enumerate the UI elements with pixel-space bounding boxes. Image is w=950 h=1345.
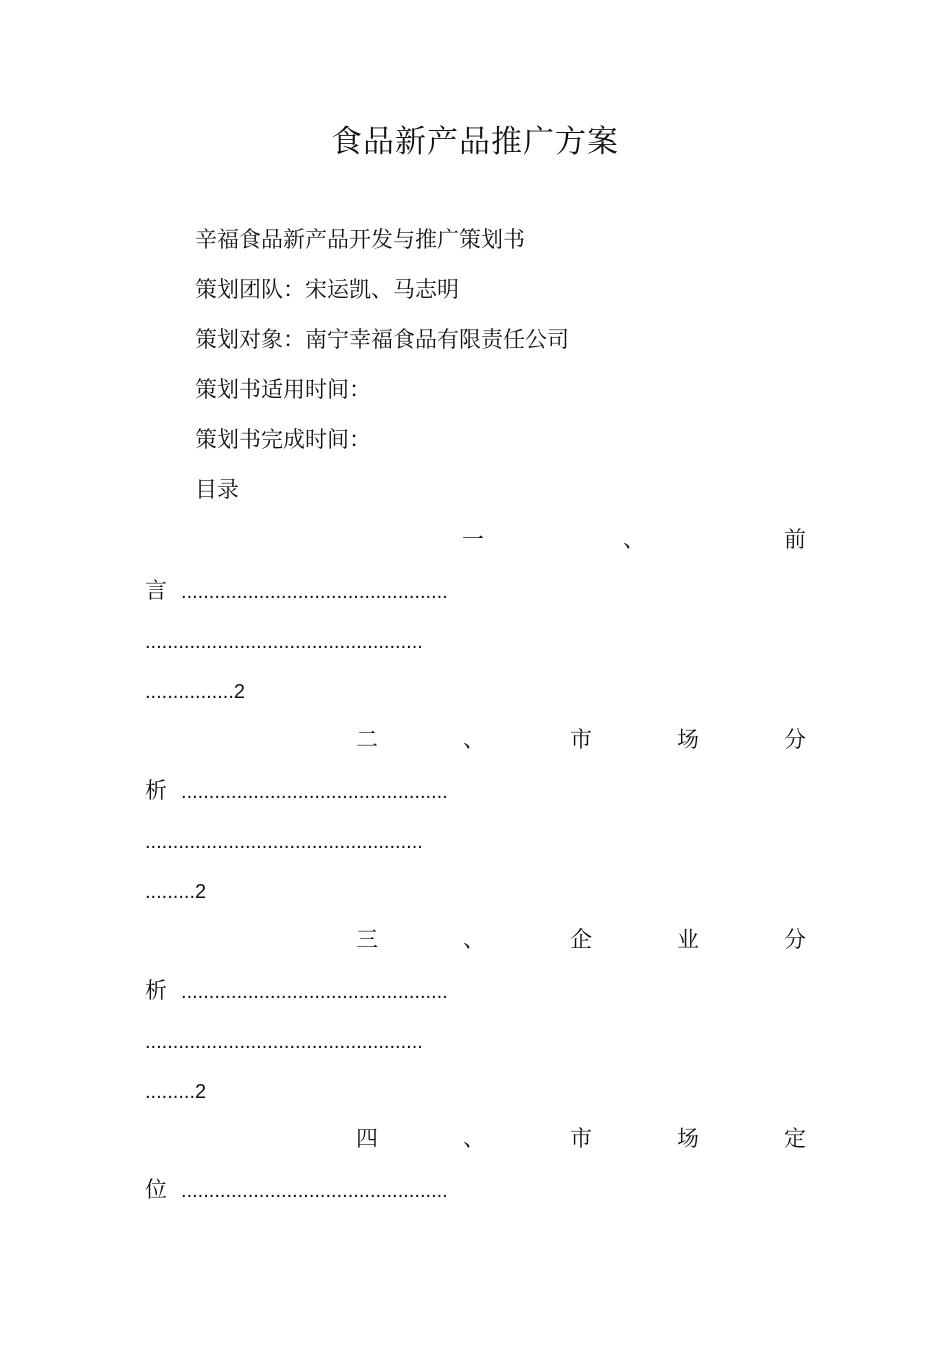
plan-target: 策划对象：南宁幸福食品有限责任公司 — [195, 328, 570, 353]
toc-entry-2-page — [145, 876, 206, 907]
toc-entry-3-lead-char: 析 — [145, 979, 168, 1004]
toc-entry-2-lead-char: 析 — [145, 779, 168, 804]
toc-entry-2-number: 二 — [356, 728, 379, 753]
plan-team: 策划团队：宋运凯、马志明 — [195, 278, 460, 303]
toc-entry-3-heading — [356, 926, 806, 956]
toc-entry-4-number: 四 — [356, 1127, 379, 1152]
toc-entry-1-line2 — [145, 626, 423, 657]
toc-entry-4-char-1: 市 — [569, 1127, 592, 1152]
document-title: 食品新产品推广方案 — [331, 124, 619, 160]
toc-entry-1-number: 一 — [462, 528, 485, 553]
toc-entry-2-char-3: 分 — [783, 728, 806, 753]
toc-entry-4-lead-char: 位 — [145, 1178, 168, 1203]
toc-entry-2-line1 — [145, 776, 448, 807]
toc-entry-1-line1 — [145, 576, 448, 607]
toc-entry-3-separator: 、 — [462, 928, 485, 953]
toc-entry-4-char-3: 定 — [783, 1127, 806, 1152]
toc-entry-1-dots-cont: .................................................. — [145, 631, 423, 653]
plan-completion-time: 策划书完成时间： — [195, 428, 372, 453]
toc-entry-4-separator: 、 — [462, 1127, 485, 1152]
toc-entry-3-page — [145, 1076, 206, 1107]
toc-entry-2-char-1: 市 — [569, 728, 592, 753]
toc-entry-4-dots: ................................................ — [181, 1180, 448, 1202]
toc-entry-4-heading — [356, 1125, 806, 1155]
toc-entry-3-dots-cont: .................................................. — [145, 1031, 423, 1053]
toc-entry-3-char-2: 业 — [676, 928, 699, 953]
toc-entry-3-char-1: 企 — [569, 928, 592, 953]
toc-entry-3-page-number: .........2 — [145, 1081, 207, 1103]
toc-entry-2-dots: ................................................ — [181, 781, 448, 803]
toc-entry-3-line2 — [145, 1026, 423, 1057]
toc-entry-2-char-2: 场 — [676, 728, 699, 753]
toc-entry-2-page-number: .........2 — [145, 881, 207, 903]
plan-name: 辛福食品新产品开发与推广策划书 — [195, 228, 526, 253]
toc-entry-3-number: 三 — [356, 928, 379, 953]
plan-applicable-time: 策划书适用时间： — [195, 378, 372, 403]
toc-entry-3-line1 — [145, 976, 448, 1007]
toc-entry-4-char-2: 场 — [676, 1127, 699, 1152]
toc-entry-1-page-number: ................2 — [145, 681, 246, 703]
toc-entry-1-dots: ................................................ — [181, 581, 448, 603]
toc-entry-2-separator: 、 — [462, 728, 485, 753]
toc-heading: 目录 — [195, 478, 240, 503]
toc-entry-2-dots-cont: .................................................. — [145, 831, 423, 853]
toc-entry-4-line1 — [145, 1175, 448, 1206]
toc-entry-1-char: 前 — [783, 528, 806, 553]
toc-entry-1-separator: 、 — [622, 528, 645, 553]
toc-entry-3-dots: ................................................ — [181, 981, 448, 1003]
toc-entry-2-line2 — [145, 826, 423, 857]
toc-entry-3-char-3: 分 — [783, 928, 806, 953]
toc-entry-1-page — [145, 676, 245, 707]
toc-entry-1-heading — [462, 526, 806, 556]
toc-entry-1-lead-char: 言 — [145, 579, 168, 604]
toc-entry-2-heading — [356, 726, 806, 756]
